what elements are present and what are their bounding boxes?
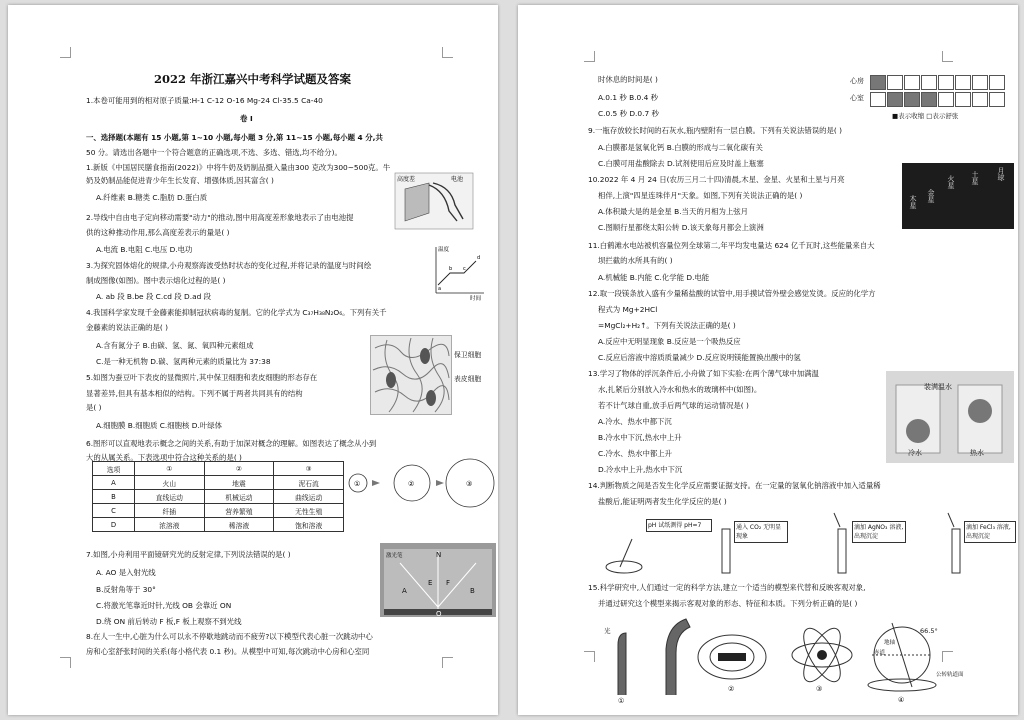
right-line: C.反应后溶液中溶质质量减少 D.反应说明镁能置换出酸中的氢 <box>598 353 801 362</box>
q7-letter-e: E <box>428 579 433 587</box>
q10-label-moon: 月球 <box>997 167 1005 181</box>
q2-battery-figure <box>393 171 475 231</box>
heart-cell <box>938 75 954 90</box>
q6-cell: 泥石流 <box>274 476 344 490</box>
right-line: =MgCl₂+H₂↑。下列有关说法正确的是( ) <box>598 321 736 330</box>
heart-cell <box>938 92 954 107</box>
left-line: 2.导线中自由电子定向移动需要"动力"的推动,图中用高度差形象地表示了由电池提 <box>86 213 354 222</box>
q6-cell: 地震 <box>204 476 274 490</box>
heart-cell <box>870 92 886 107</box>
left-line: A. AO 是入射光线 <box>96 568 156 577</box>
left-line: C.将激光笔靠近时针,光线 OB 会靠近 ON <box>96 601 232 610</box>
q6-circle-2: ② <box>408 480 415 488</box>
q6-cell: 饱和溶液 <box>274 518 344 532</box>
q7-letter-f: F <box>446 579 451 587</box>
q6-cell: 直线运动 <box>134 490 204 504</box>
left-page <box>8 5 498 715</box>
heart-cell <box>989 92 1005 107</box>
left-line: 显著差异,但具有基本相似的结构。下列不属于两者共同具有的结构 <box>86 389 303 398</box>
q7-letter-o: O <box>436 610 442 617</box>
left-line: 50 分。请选出各题中一个符合题意的正确选项,不选、多选、错选,均不给分)。 <box>86 148 342 157</box>
right-line: 11.白鹤滩水电站被机容量位列全球第二,年平均发电量达 624 亿千瓦时,这些能量来自大 <box>588 241 875 250</box>
right-line: 水,扎紧后分别放入冷水和热水的玻璃杯中(如图)。 <box>598 385 762 394</box>
q15-fig-3: ③ <box>816 685 823 693</box>
q6-cell: 曲线运动 <box>274 490 344 504</box>
q6-cell: B <box>93 490 135 504</box>
right-line: 15.科学研究中,人们通过一定的科学方法,建立一个适当的模型来代替和反映客观对象, <box>588 583 866 592</box>
q6-cell: 稀溶液 <box>204 518 274 532</box>
table-row <box>93 518 344 532</box>
q10-sky-photo <box>902 163 1014 229</box>
q7-letter-a: A <box>402 587 407 595</box>
q15-axis: 地轴 <box>884 640 896 646</box>
q13-label-cold: 冷水 <box>908 449 922 457</box>
q6-cell: A <box>93 476 135 490</box>
right-line: 坝拦截的水所具有的( ) <box>598 256 673 265</box>
right-line: 12.取一段镁条放入盛有少量稀盐酸的试管中,用手摸试管外壁会感觉发烫。反应的化学方 <box>588 289 876 298</box>
q6-cell: 机械运动 <box>204 490 274 504</box>
table-row <box>93 476 344 490</box>
right-line: 相伴,上演"四星连珠伴月"天象。如图,下列有关说法正确的是( ) <box>598 191 803 200</box>
q3-point-d: d <box>477 255 481 261</box>
q14-experiment-figures <box>602 509 1014 579</box>
q7-letter-b: B <box>470 587 475 595</box>
q2-height-label: 高度差 <box>397 176 416 183</box>
right-line: A.白膜都是氢氧化钙 B.白膜的形成与二氧化碳有关 <box>598 143 763 152</box>
right-line: 若不计气球自重,放手后两气球的运动情况是( ) <box>598 401 749 410</box>
q10-label-venus: 金星 <box>927 189 935 203</box>
right-line: 并通过研究这个模型来揭示客观对象的形态、特征和本质。下列分析正确的是( ) <box>598 599 858 608</box>
right-line: C.白膜可用盐酸除去 D.试剂使用后应及时盖上瓶塞 <box>598 159 764 168</box>
q13-balloon-photo <box>886 371 1014 463</box>
q10-label-mars: 火星 <box>947 175 955 189</box>
q3-y-label: 温度 <box>438 247 450 253</box>
left-line: 6.图形可以直观地表示概念之间的关系,有助于加深对概念的理解。如图表达了概念从小到 <box>86 439 377 448</box>
left-line: D.绕 ON 前后转动 F 板,F 板上观察不到光线 <box>96 617 242 626</box>
left-line: 4.我国科学家发现千金藤素能抑制冠状病毒的复制。它的化学式为 C₃₇H₃₈N₂O₆。下列有关千 <box>86 308 387 317</box>
heart-cell <box>972 92 988 107</box>
heart-cell <box>955 92 971 107</box>
table-row <box>93 490 344 504</box>
left-line: 制成图像(如图)。图中表示熔化过程的是( ) <box>86 276 226 285</box>
q6-header-cell: ③ <box>274 462 344 476</box>
left-line: A.细胞膜 B.细胞质 C.细胞核 D.叶绿体 <box>96 421 222 430</box>
heart-cell <box>921 75 937 90</box>
left-line: 5.如图为蚕豆叶下表皮的显微照片,其中保卫细胞和表皮细胞的形态存在 <box>86 373 318 382</box>
right-line: 盐酸后,能证明两者发生化学反应的是( ) <box>598 497 727 506</box>
q15-light-label: 光 <box>604 627 611 635</box>
q6-circle-3: ③ <box>466 480 473 488</box>
q6-cell: C <box>93 504 135 518</box>
right-line: 10.2022 年 4 月 24 日(农历三月二十四)清晨,木星、金星、火星和土星与月亮 <box>588 175 845 184</box>
heart-row-ventricle: 心室 <box>850 94 864 102</box>
q14-card-4: 滴加 FeCl₃ 溶液,出现沉淀 <box>964 521 1016 543</box>
heart-cell <box>989 75 1005 90</box>
q6-circle-1: ① <box>354 480 361 488</box>
q2-battery-label: 电池 <box>451 176 464 183</box>
q6-cell: D <box>93 518 135 532</box>
q6-header-cell: ① <box>134 462 204 476</box>
heart-cell <box>887 92 903 107</box>
left-line: 房和心室舒张时间的关系(每小格代表 0.1 秒)。从模型中可知,每次跳动中心房和心室同 <box>86 647 370 656</box>
left-line: A. ab 段 B.be 段 C.cd 段 D.ad 段 <box>96 292 212 301</box>
heart-cell <box>904 75 920 90</box>
left-line: 7.如图,小舟利用平面镜研究光的反射定律,下列说法错误的是( ) <box>86 550 291 559</box>
right-line: 时休息的时间是( ) <box>598 75 658 84</box>
left-line: 8.在人一生中,心脏为什么可以永不停歇地跳动而不疲劳?以下模型代表心脏一次跳动中心 <box>86 632 373 641</box>
q15-fig-1: ① <box>618 697 625 705</box>
q15-angle: 66.5° <box>920 627 938 635</box>
q14-card-3: 滴加 AgNO₃ 溶液,出现沉淀 <box>852 521 906 543</box>
right-line: D.冷水中上升,热水中下沉 <box>598 465 683 474</box>
right-line: A.体积最大是的是金星 B.当天的月相为上弦月 <box>598 207 749 216</box>
left-line: 金藤素的说法正确的是( ) <box>86 323 169 332</box>
q6-cell: 无性生殖 <box>274 504 344 518</box>
q6-cell: 浓溶液 <box>134 518 204 532</box>
right-line: A.机械能 B.内能 C.化学能 D.电能 <box>598 273 710 282</box>
right-line: B.冷水中下沉,热水中上升 <box>598 433 682 442</box>
q13-label-warm: 装满温水 <box>924 383 952 391</box>
q6-header-cell: 选项 <box>93 462 135 476</box>
q6-concept-circles <box>344 453 496 513</box>
left-line: 奶及奶制品能促进青少年生长发育、增强体质,因其富含( ) <box>86 176 274 185</box>
q10-label-saturn: 土星 <box>971 171 979 185</box>
heart-cell <box>955 75 971 90</box>
q6-header-cell: ② <box>204 462 274 476</box>
left-line: C.是一种无机物 D.碳、氢两种元素的质量比为 37:38 <box>96 357 271 366</box>
q6-cell: 火山 <box>134 476 204 490</box>
q3-point-a: a <box>438 286 442 292</box>
right-page <box>518 5 1018 715</box>
left-line: 大的从属关系。下表选项中符合这种关系的是( ) <box>86 453 242 462</box>
q7-caption: 激光笔 <box>386 553 403 559</box>
q10-label-jupiter: 木星 <box>909 195 917 209</box>
left-line: A.含有氮分子 B.由碳、氢、氮、氧四种元素组成 <box>96 341 254 350</box>
right-line: A.0.1 秒 B.0.4 秒 <box>598 93 659 102</box>
q5-cells-figure <box>370 335 452 415</box>
left-line: B.反射角等于 30° <box>96 585 156 594</box>
q15-fig-4: ④ <box>898 696 905 704</box>
left-line: A.纤维素 B.糖类 C.脂肪 D.蛋白质 <box>96 193 208 202</box>
left-line: 供的这种推动作用,那么高度差表示的量是( ) <box>86 228 230 237</box>
left-line: 1.本卷可能用到的相对原子质量:H-1 C-12 O-16 Mg-24 Cl-35.5 Ca-40 <box>86 96 323 105</box>
heart-cell <box>904 92 920 107</box>
q5-epi-label: 表皮细胞 <box>454 375 482 383</box>
q7-letter-n: N <box>436 551 442 559</box>
q15-orbit-plane: 公转轨道面 <box>936 672 964 678</box>
q3-point-b: b <box>449 266 453 272</box>
left-line: 1.新版《中国居民膳食指南(2022)》中将牛奶及奶制品摄入量由300 克改为300~500克。牛 <box>86 163 391 172</box>
q15-equator: 赤道 <box>874 650 886 656</box>
heart-legend: ■表示收缩 □表示舒张 <box>892 112 959 120</box>
right-line: 13.学习了物体的浮沉条件后,小舟做了如下实验:在两个薄气球中加满温 <box>588 369 819 378</box>
q5-guard-label: 保卫细胞 <box>454 351 482 359</box>
right-line: C.冷水、热水中都上升 <box>598 449 673 458</box>
right-line: 9.一瓶存放较长时间的石灰水,瓶内壁附有一层白膜。下列有关说法错误的是( ) <box>588 126 843 135</box>
q13-label-hot: 热水 <box>970 449 984 457</box>
heart-cell <box>870 75 886 90</box>
q14-card-2: 通入 CO₂ 无明显现象 <box>734 521 788 543</box>
left-line: 是( ) <box>86 403 102 412</box>
q3-melting-graph <box>428 243 488 301</box>
q3-point-c: c <box>463 266 466 272</box>
page-title: 2022 年浙江嘉兴中考科学试题及答案 <box>154 72 352 86</box>
right-line: C.图顺行星都绕太阳公转 D.该天象每月都会上演洲 <box>598 223 764 232</box>
q7-reflection-figure <box>380 543 496 617</box>
heart-cell <box>972 75 988 90</box>
q6-option-table <box>92 461 344 532</box>
right-line: 程式为 Mg+2HCl <box>598 305 658 314</box>
right-line: A.冷水、热水中都下沉 <box>598 417 672 426</box>
right-line: 14.判断物质之间是否发生化学反应需要证据支持。在一定量的氢氧化钠溶液中加入适量稀 <box>588 481 881 490</box>
q6-cell: 营养繁殖 <box>204 504 274 518</box>
heart-row-atrium: 心房 <box>850 77 864 85</box>
q14-card-1: pH 试纸测得 pH=7 <box>646 519 712 532</box>
heart-cell <box>921 92 937 107</box>
left-line: 卷 Ⅰ <box>240 114 253 123</box>
left-line: A.电流 B.电阻 C.电压 D.电功 <box>96 245 193 254</box>
left-line: 一、选择题(本题有 15 小题,第 1~10 小题,每小题 3 分,第 11~15 小题,每小题 4 分,共 <box>86 133 383 142</box>
table-row <box>93 504 344 518</box>
q3-x-label: 时间 <box>470 296 482 301</box>
q6-cell: 纤插 <box>134 504 204 518</box>
right-line: C.0.5 秒 D.0.7 秒 <box>598 109 659 118</box>
right-line: A.反应中无明显现象 B.反应是一个吸热反应 <box>598 337 741 346</box>
left-line: 3.为探究固体熔化的规律,小舟观察海波受热时状态的变化过程,并将记录的温度与时间绘 <box>86 261 372 270</box>
heart-cell <box>887 75 903 90</box>
q8-heart-model <box>850 75 1014 125</box>
q15-model-figures <box>602 605 1014 705</box>
q15-fig-2: ② <box>728 685 735 693</box>
